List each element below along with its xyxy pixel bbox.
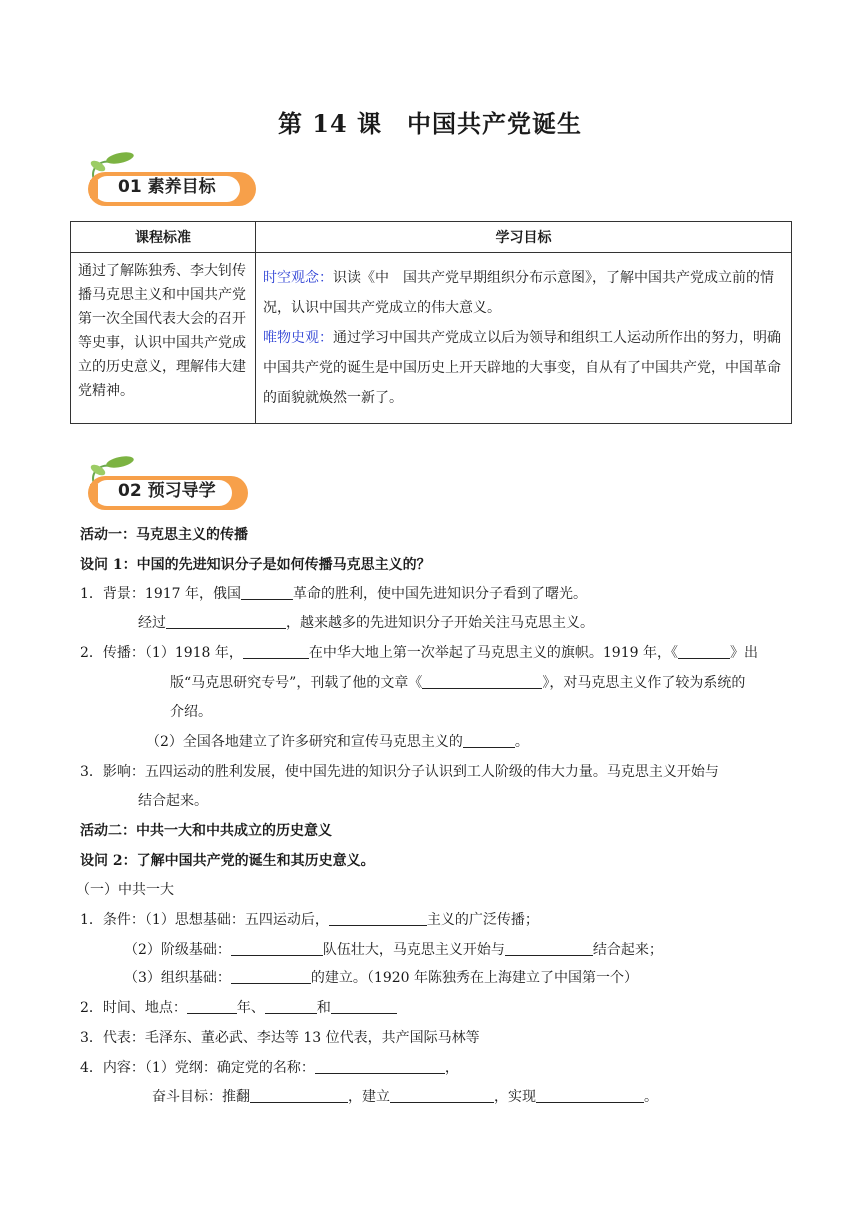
text-line: 2．时间、地点： 年、 和 [80,996,792,1020]
fill-blank[interactable] [505,939,593,956]
question-heading: 设问 1：中国的先进知识分子是如何传播马克思主义的？ [80,557,431,573]
text-line: 介绍。 [170,704,212,720]
text-line: 结合起来。 [138,793,208,809]
goals-table [70,221,792,424]
fill-blank[interactable] [166,612,286,629]
text-line: 奋斗目标：推翻 ，建立 ，实现 。 [152,1085,792,1109]
text-line: 3．代表：毛泽东、董必武、李达等 13 位代表，共产国际马林等 [80,1030,480,1046]
text-line: （2）阶级基础： 队伍壮大，马克思主义开始与 结合起来； [124,938,792,962]
objective-tag: 唯物史观： [263,330,333,346]
text-line: 经过 ，越来越多的先进知识分子开始关注马克思主义。 [138,611,792,635]
objective-item: 唯物史观：通过学习中国共产党成立以后为领导和组织工人运动所作出的努力，明确中国共产党的诞生是中国历史上开天辟地的大事变，自从有了中国共产党，中国革命的面貌就焕然一新了。 [263,330,781,406]
learning-objectives-cell [256,253,792,424]
section-badge-goals [80,152,260,202]
section-label: 02 预习导学 [118,481,216,501]
text-line: 3．影响：五四运动的胜利发展，使中国先进的知识分子认识到工人阶级的伟大力量。马克思主义开始与 [80,764,719,780]
fill-blank[interactable] [250,1086,348,1103]
text-line: 2．传播：（1）1918 年， 在中华大地上第一次举起了马克思主义的旗帜。1919 年，《 》出 [80,641,792,665]
activity-heading: 活动二：中共一大和中共成立的历史意义 [80,823,332,839]
text-line: 4．内容：（1）党纲：确定党的名称： ， [80,1056,792,1080]
fill-blank[interactable] [331,997,397,1014]
question-heading: 设问 2：了解中国共产党的诞生和其历史意义。 [80,853,375,869]
fill-blank[interactable] [329,909,427,926]
text-line: （一）中共一大 [76,882,174,898]
page-title: 第 14 课 中国共产党诞生 [277,109,583,138]
text-line: 1．条件：（1）思想基础：五四运动后， 主义的广泛传播； [80,908,792,932]
fill-blank[interactable] [463,731,515,748]
text-line: （2）全国各地建立了许多研究和宣传马克思主义的 。 [146,730,792,754]
fill-blank[interactable] [241,583,293,600]
text-line: 版“马克思研究专号”，刊载了他的文章《 》，对马克思主义作了较为系统的 [170,671,792,695]
text-line: （3）组织基础： 的建立。（1920 年陈独秀在上海建立了中国第一个） [124,966,792,990]
section-label: 01 素养目标 [118,177,216,197]
fill-blank[interactable] [231,939,323,956]
fill-blank[interactable] [678,642,730,659]
table-header: 学习目标 [256,222,792,253]
section-badge-preview [80,456,260,506]
fill-blank[interactable] [231,967,311,984]
fill-blank[interactable] [390,1086,494,1103]
text-line: 1．背景：1917 年，俄国 革命的胜利，使中国先进知识分子看到了曙光。 [80,582,792,606]
objective-tag: 时空观念： [263,270,333,286]
course-standard-cell: 通过了解陈独秀、李大钊传播马克思主义和中国共产党第一次全国代表大会的召开等史事，认识中国共产党成立的历史意义，理解伟大建党精神。 [71,253,256,424]
fill-blank[interactable] [422,672,542,689]
fill-blank[interactable] [536,1086,644,1103]
fill-blank[interactable] [187,997,237,1014]
objective-item: 时空观念：识读《中 国共产党早期组织分布示意图》，了解中国共产党成立前的情况，认识中国共产党成立的伟大意义。 [263,270,774,316]
fill-blank[interactable] [315,1057,445,1074]
fill-blank[interactable] [265,997,317,1014]
fill-blank[interactable] [243,642,309,659]
table-header: 课程标准 [71,222,256,253]
activity-heading: 活动一：马克思主义的传播 [80,527,248,543]
